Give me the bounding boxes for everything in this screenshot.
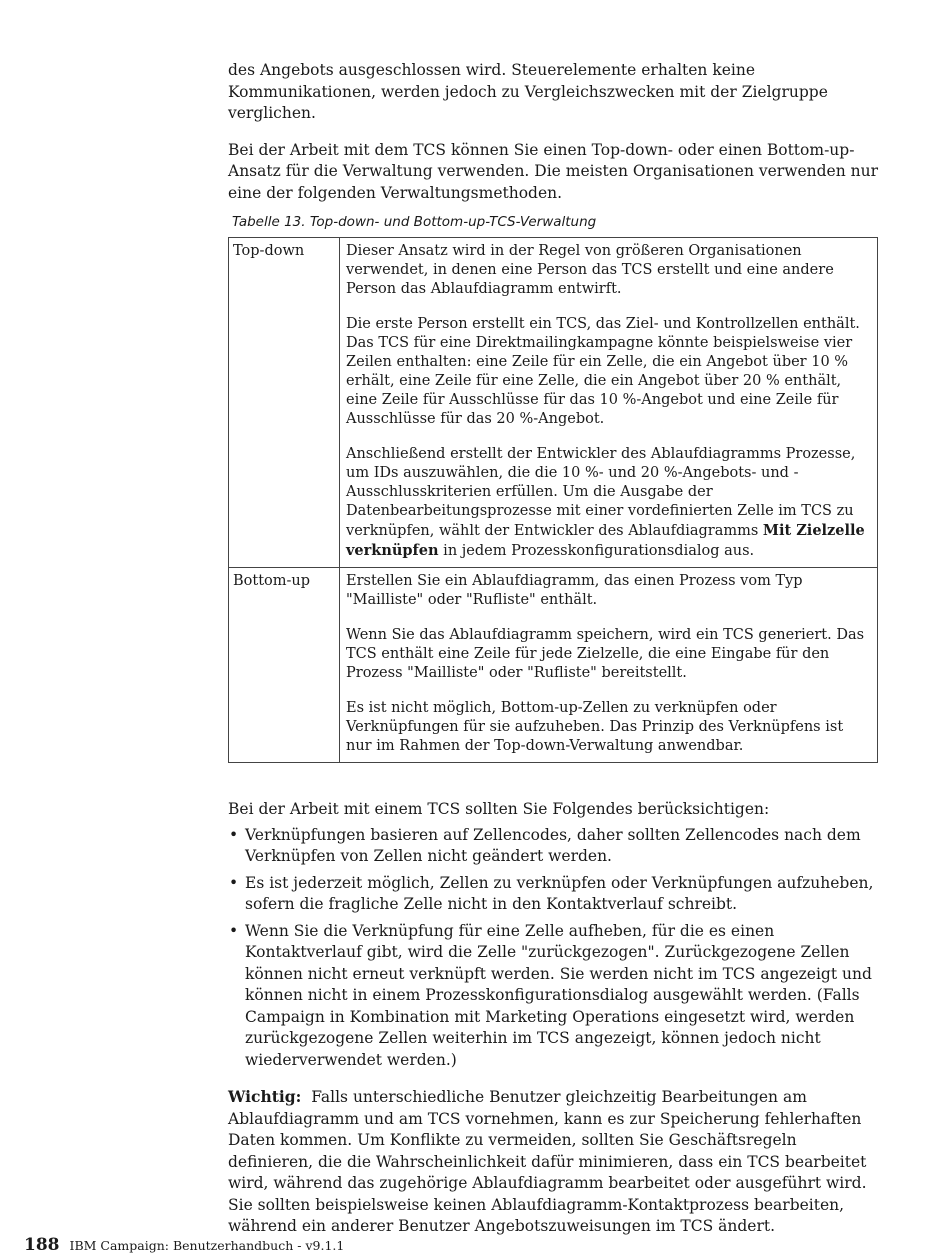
top-down-paragraph-2: Die erste Person erstellt ein TCS, das Ziel- und Kontrollzellen enthält. Das TCS für eine Direktmailingkampagne könnte beispielsweise vier Zeilen enthalten: eine Zeile für ein Zelle, die ein Angebot über 10 % erhält, eine Zeile für eine Zelle, die ein Angebot über 20 % enthält, eine Zeile für Ausschlüsse für das 10 %-Angebot und eine Zeile für Ausschlüsse für das 20 %-Angebot. [346, 316, 860, 427]
considerations-list [228, 825, 878, 1072]
link-target-cell-option: Mit Zielzelle verknüpfen [346, 522, 865, 559]
bottom-up-paragraph-2: Wenn Sie das Ablaufdiagramm speichern, wird ein TCS generiert. Das TCS enthält eine Zeile für jede Zielzelle, die eine Eingabe für den Prozess "Mailliste" oder "Rufliste" bereitstellt. [346, 627, 865, 681]
important-label: Wichtig: [228, 1087, 302, 1106]
bullet-mark: • [229, 873, 239, 892]
row-description-top-down [340, 238, 878, 568]
list-item [228, 873, 878, 916]
bottom-up-paragraph-3: Es ist nicht möglich, Bottom-up-Zellen zu verknüpfen oder Verknüpfungen für sie aufzuheben. Das Prinzip des Verknüpfens ist nur im Rahmen der Top-down-Verwaltung anwendbar. [346, 700, 844, 754]
intro-paragraph-1: des Angebots ausgeschlossen wird. Steuerelemente erhalten keine Kommunikationen, werden jedoch zu Vergleichszwecken mit der Zielgruppe verglichen. [228, 61, 828, 122]
list-item [228, 825, 878, 868]
page-content [228, 60, 878, 1238]
intro-paragraph-2: Bei der Arbeit mit dem TCS können Sie einen Top-down- oder einen Bottom-up-Ansatz für die Verwaltung verwenden. Die meisten Organisationen verwenden nur eine der folgenden Verwaltungsmethoden. [228, 140, 879, 202]
important-note [228, 1086, 878, 1238]
considerations-intro: Bei der Arbeit mit einem TCS sollten Sie Folgendes berücksichtigen: [228, 800, 770, 818]
row-label-bottom-up: Bottom-up [229, 568, 340, 763]
top-down-paragraph-3 [346, 445, 873, 561]
list-item-text: Wenn Sie die Verknüpfung für eine Zelle aufheben, für die es einen Kontaktverlauf gibt, wird die Zelle "zurückgezogen". Zurückgezogene Zellen können nicht erneut verknüpft werden. Sie werden nicht im TCS angezeigt und können nicht in einem Prozesskonfigurationsdialog ausgewählt werden. (Falls Campaign in Kombination mit Marketing Operations eingesetzt wird, werden zurückgezogene Zellen weiterhin im TCS angezeigt, können jedoch nicht wiederverwendet werden.) [245, 921, 872, 1069]
book-title: IBM Campaign: Benutzerhandbuch - v9.1.1 [69, 1238, 345, 1253]
top-down-paragraph-3-end: in jedem Prozesskonfigurationsdialog aus. [438, 543, 755, 559]
list-item-text: Verknüpfungen basieren auf Zellencodes, daher sollten Zellencodes nach dem Verknüpfen von Zellen nicht geändert werden. [245, 825, 861, 865]
list-item [228, 921, 878, 1072]
top-down-paragraph-1: Dieser Ansatz wird in der Regel von größeren Organisationen verwendet, in denen eine Person das TCS erstellt und eine andere Person das Ablaufdiagramm entwirft. [346, 243, 834, 297]
top-down-paragraph-3-start: Anschließend erstellt der Entwickler des Ablaufdiagramms Prozesse, um IDs auszuwählen, die die 10 %- und 20 %-Angebots- und -Ausschlusskriterien erfüllen. Um die Ausgabe der Datenbearbeitungsprozesse mit einer vordefinierten Zelle im TCS zu verknüpfen, wählt der Entwickler des Ablaufdiagramms [346, 446, 856, 539]
row-description-bottom-up [340, 568, 878, 763]
bullet-mark: • [229, 921, 239, 940]
table-caption: Tabelle 13. Top-down- und Bottom-up-TCS-Verwaltung [232, 214, 597, 230]
list-item-text: Es ist jederzeit möglich, Zellen zu verknüpfen oder Verknüpfungen aufzuheben, sofern die fragliche Zelle nicht in den Kontaktverlauf schreibt. [245, 873, 874, 913]
table-row-top-down [229, 238, 878, 568]
bullet-mark: • [229, 825, 239, 844]
bottom-up-paragraph-1: Erstellen Sie ein Ablaufdiagramm, das einen Prozess vom Typ "Mailliste" oder "Rufliste" enthält. [346, 573, 803, 608]
important-text: Falls unterschiedliche Benutzer gleichzeitig Bearbeitungen am Ablaufdiagramm und am TCS vornehmen, kann es zur Speicherung fehlerhaften Daten kommen. Um Konflikte zu vermeiden, sollten Sie Geschäftsregeln definieren, die die Wahrscheinlichkeit dafür minimieren, dass ein TCS bearbeitet wird, während das zugehörige Ablaufdiagramm bearbeitet oder ausgeführt wird. Sie sollten beispielsweise keinen Ablaufdiagramm-Kontaktprozess bearbeiten, während ein anderer Benutzer Angebotszuweisungen im TCS ändert. [228, 1088, 867, 1235]
table-row-bottom-up [229, 568, 878, 763]
management-table [228, 237, 878, 763]
row-label-top-down: Top-down [229, 238, 340, 568]
page-footer [24, 1236, 344, 1255]
page-number: 188 [24, 1235, 60, 1255]
